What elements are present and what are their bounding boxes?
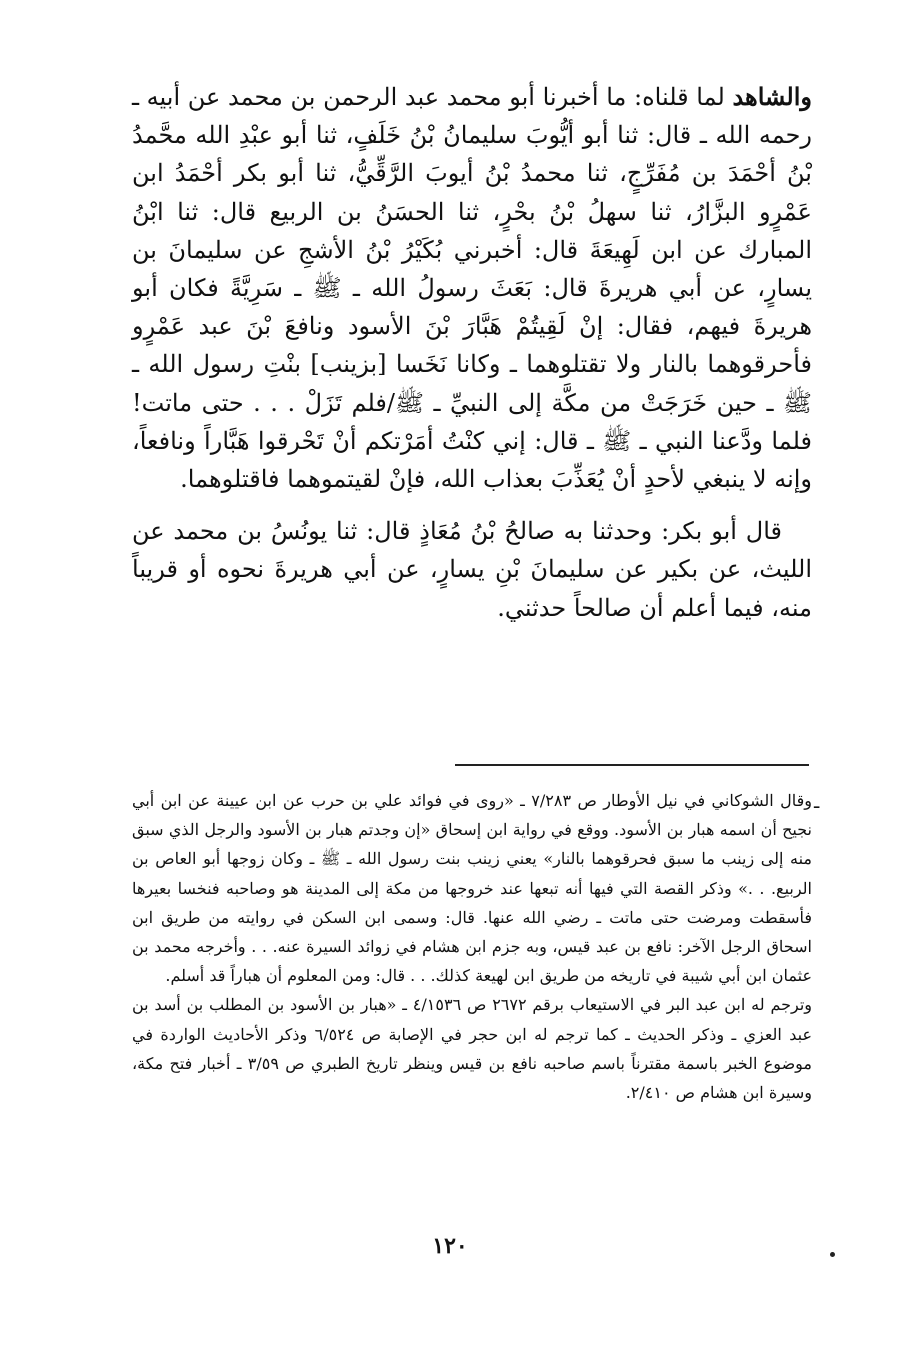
corner-dot — [830, 1252, 835, 1257]
lead-word: والشاهد — [732, 82, 812, 111]
footnote-2: وترجم له ابن عبد البر في الاستيعاب برقم ٢٦٧٢ ص ٤/١٥٣٦ ـ «هبار بن الأسود بن المطلب بن أسد بن عبد العزي ـ وذكر الحديث ـ كما ترجم له ابن حجر في الإصابة ص ٦/٥٢٤ وذكر الأحاديث الواردة في موضوع الخبر باسمة مقترناً باسم صاحبه نافع بن قيس وينظر تاريخ الطبري ص ٣/٥٩ ـ أخبار فتح مكة، وسيرة ابن هشام ص ٢/٤١٠. — [132, 995, 813, 1103]
footnote-separator — [455, 764, 809, 766]
paragraph-1-body: لما قلناه: ما أخبرنا أبو محمد عبد الرحمن بن محمد عن أبيه ـ رحمه الله ـ قال: ثنا أبو أيُّوبَ سليمانُ بْنُ خَلَفٍ، ثنا أبو عبْدِ الله محَّمدُ بْنُ أحْمَدَ بن مُفَرِّجٍ، ثنا محمدُ بْنُ أيوبَ الرَّقِّيُّ، ثنا أبو بكر أحْمَدُ ابن عَمْرٍو البزَّارُ، ثنا سهلُ بْنُ بحْرٍ، ثنا الحسَنُ بن الربيع قال: ثنا ابْنُ المبارك عن ابن لَهِيعَةَ قال: أخبرني بُكَيْرُ بْنُ الأشجِ عن سليمانَ بن يسارٍ، عن أبي هريرةَ قال: بَعَثَ رسولُ الله ـ ﷺ ـ سَرِيَّةً فكان أبو هريرةَ فيهم، فقال: إنْ لَقِيتُمْ هَبَّارَ بْنَ الأسود ونافعَ بْنَ عبد عَمْرٍو فأحرقوهما بالنار ولا تقتلوهما ـ وكانا نَخَسا [بزينب] بنْتِ رسول الله ـ ﷺ ـ حين خَرَجَتْ من مكَّة إلى النبيِّ ـ ﷺ/فلم تَزَلْ . . . حتى ماتت! فلما ودَّعنا النبي ـ ﷺ ـ قال: إني كنْتُ أمَرْتكم أنْ تَحْرقوا هَبَّاراً ونافعاً، وإنه لا ينبغي لأحدٍ أنْ يُعَذِّبَ بعذاب الله، فإنْ لقيتموهما فاقتلوهما. — [132, 83, 813, 494]
page-number: ١٢٠ — [432, 1233, 468, 1259]
footnote-1: وقال الشوكاني في نيل الأوطار ص ٧/٢٨٣ ـ «روى في فوائد علي بن حرب عن ابن عيينة عن ابن أبي نجيح أن اسمه هبار بن الأسود. ووقع في رواية ابن إسحاق «إن وجدتم هبار بن الأسود والرجل الذي سبق منه إلى زينب ما سبق فحرقوهما بالنار» يعني زينب بنت رسول الله ـ ﷺ ـ وكان زوجها أبو العاص بن الربيع. . .» وذكر القصة التي فيها أنه تبعها عند خروجها من مكة إلى المدينة هو وصاحبه فنخسا بعيرها فأسقطت ومرضت حتى ماتت ـ رضي الله عنها. قال: وسمى ابن السكن في روايته من طريق ابن اسحاق الرجل الآخر: نافع بن عبد قيس، وبه جزم ابن هشام في زوائد السيرة عنه. . . وأخرجه محمد بن عثمان ابن أبي شيبة في تاريخه من طريق ابن لهيعة كذلك. . . قال: ومن المعلوم أن هباراً قد أسلم. — [132, 791, 813, 986]
paragraph-1 — [132, 78, 812, 498]
main-text — [132, 78, 812, 627]
footnote-marker: ـ — [814, 792, 820, 813]
footnotes — [132, 786, 812, 1107]
paragraph-2: قال أبو بكر: وحدثنا به صالحُ بْنُ مُعَاذٍ قال: ثنا يونُسُ بن محمد عن الليث، عن بكير عن سليمانَ بْنِ يسارٍ، عن أبي هريرةَ نحوه أو قريباً منه، فيما أعلم أن صالحاً حدثني. — [132, 517, 812, 622]
